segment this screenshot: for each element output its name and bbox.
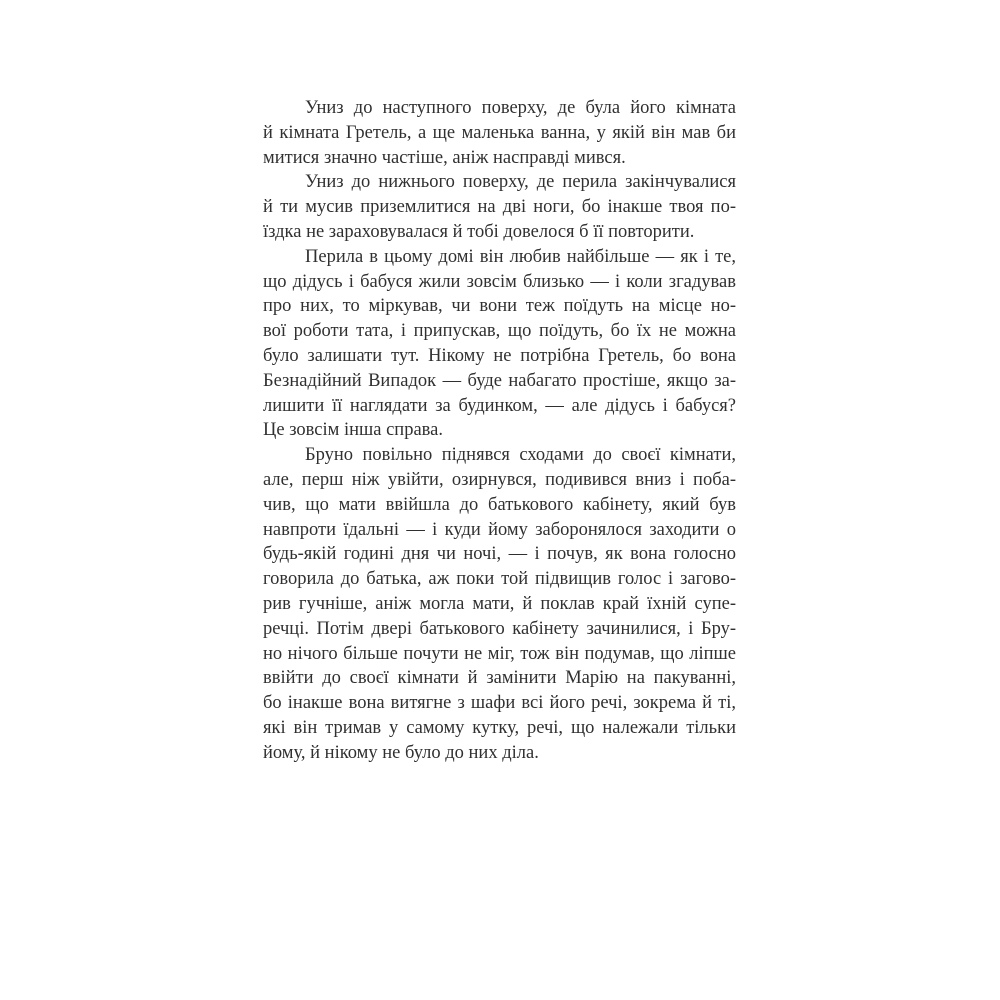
- text-line: чив, що мати ввійшла до батькового кабінету, який був: [263, 494, 736, 515]
- text-line: бо інакше вона витягне з шафи всі його речі, зокрема й ті,: [263, 693, 736, 714]
- paragraph: [263, 245, 736, 443]
- text-line: ввійти до своєї кімнати й замінити Марію на пакуванні,: [263, 668, 736, 689]
- text-line: було залишати тут. Нікому не потрібна Гретель, бо вона: [263, 345, 736, 366]
- text-line: будь-якій годині дня чи ночі, — і почув, як вона голосно: [263, 544, 736, 565]
- text-line: Бруно повільно піднявся сходами до своєї кімнати,: [305, 445, 736, 466]
- paragraph: [263, 443, 736, 765]
- text-line: про них, то міркував, чи вони теж поїдуть на місце но-: [263, 296, 736, 317]
- text-line: говорила до батька, аж поки той підвищив голос і загово-: [263, 569, 736, 590]
- text-line: але, перш ніж увійти, озирнувся, подивився вниз і поба-: [263, 469, 736, 490]
- text-line: що дідусь і бабуся жили зовсім близько — і коли згадував: [263, 271, 736, 292]
- text-line: лишити її наглядати за будинком, — але дідусь і бабуся?: [263, 395, 736, 416]
- text-line: Перила в цьому домі він любив найбільше — як і те,: [305, 246, 736, 267]
- text-line: Це зовсім інша справа.: [263, 420, 443, 441]
- page-text-block: [263, 96, 736, 766]
- text-line: рив гучніше, аніж могла мати, й поклав край їхній супе-: [263, 593, 736, 614]
- text-line: Униз до нижнього поверху, де перила закінчувалися: [305, 172, 736, 193]
- text-line: Униз до наступного поверху, де була його кімната: [305, 98, 736, 118]
- text-line: вої роботи тата, і припускав, що поїдуть, бо їх не можна: [263, 321, 736, 342]
- text-line: Безнадійний Випадок — буде набагато простіше, якщо за-: [263, 370, 736, 391]
- paragraph: [263, 96, 736, 170]
- paragraph: [263, 170, 736, 244]
- text-line: речці. Потім двері батькового кабінету зачинилися, і Бру-: [263, 618, 736, 639]
- text-line: митися значно частіше, аніж насправді мився.: [263, 147, 626, 168]
- text-line: їздка не зараховувалася й тобі довелося б її повторити.: [263, 221, 695, 242]
- text-line: навпроти їдальні — і куди йому заборонялося заходити о: [263, 519, 736, 540]
- text-line: й кімната Гретель, а ще маленька ванна, у якій він мав би: [263, 122, 736, 143]
- text-line: йому, й нікому не було до них діла.: [263, 742, 539, 763]
- text-line: но нічого більше почути не міг, тож він подумав, що ліпше: [263, 643, 736, 664]
- text-line: які він тримав у самому кутку, речі, що належали тільки: [263, 717, 736, 738]
- text-line: й ти мусив приземлитися на дві ноги, бо інакше твоя по-: [263, 197, 736, 218]
